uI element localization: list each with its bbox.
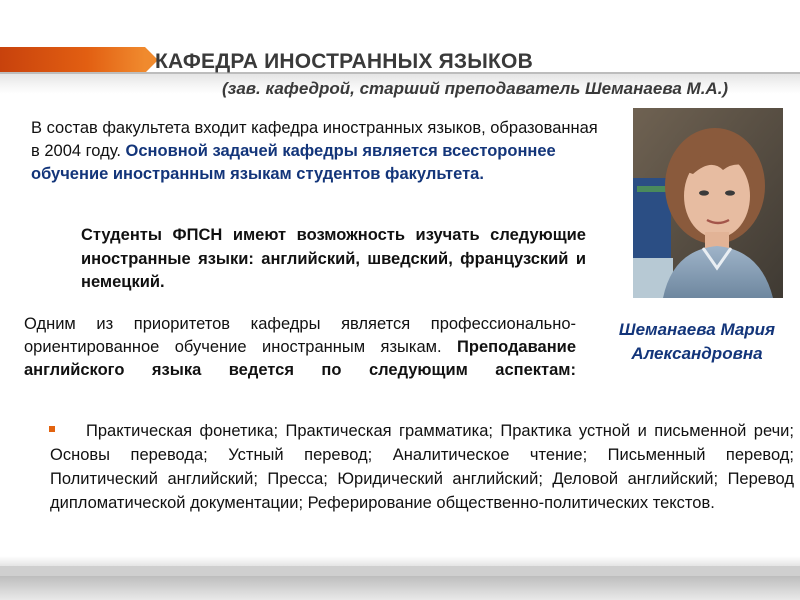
footer-band-dark [0, 576, 800, 600]
footer-band-mid [0, 566, 800, 576]
portrait-photo [633, 108, 783, 298]
aspects-list-item [49, 419, 794, 515]
caption-line-2: Александровна [631, 344, 763, 363]
priority-plain-text: Одним из приоритетов кафедры является профессионально-ориентированное обучение иностранным языкам. [24, 315, 576, 356]
intro-paragraph [31, 117, 603, 186]
caption-line-1: Шеманаева Мария [618, 320, 776, 339]
aspects-text: Практическая фонетика; Практическая грамматика; Практика устной и письменной речи; Основы перевода; Устный перевод; Аналитическое чтение; Письменный перевод; Политический английский; Пресса; Юридический английский; Деловой английский; Перевод дипломатической документации; Реферирование общественно-политических текстов. [50, 422, 794, 512]
priority-paragraph [24, 313, 576, 382]
intro-bold-text: Основной задачей кафедры является всестороннее обучение иностранным языкам студентов факультета. [31, 142, 556, 183]
languages-paragraph: Студенты ФПСН имеют возможность изучать следующие иностранные языки: английский, шведский, французский и немецкий. [81, 226, 586, 291]
header-accent-bar [0, 47, 145, 73]
page-title: КАФЕДРА ИНОСТРАННЫХ ЯЗЫКОВ [155, 50, 533, 73]
square-bullet-icon [49, 426, 55, 432]
portrait-caption [594, 318, 800, 366]
intro-plain-text: В состав факультета входит кафедра иностранных языков, образованная в 2004 году. [31, 119, 598, 160]
footer-band-light [0, 556, 800, 566]
priority-bold-text: Преподавание английского языка ведется по следующим аспектам: [24, 338, 576, 379]
page-subtitle: (зав. кафедрой, старший преподаватель Шеманаева М.А.) [222, 79, 729, 98]
